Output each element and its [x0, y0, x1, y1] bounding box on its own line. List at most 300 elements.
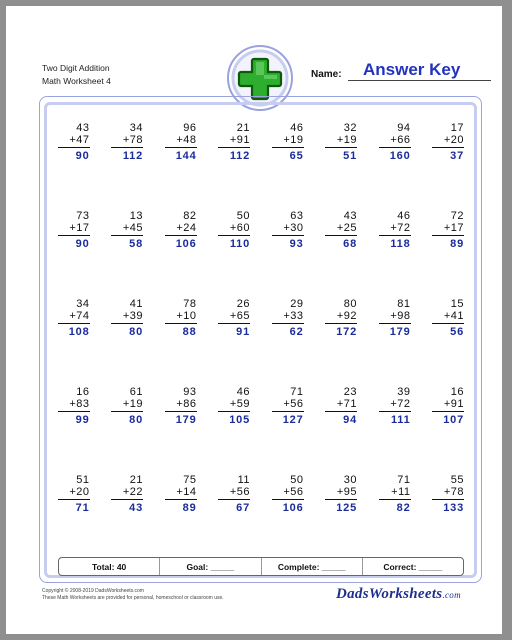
addend-bottom: 24 [183, 222, 197, 234]
answer-value: 112 [229, 150, 250, 162]
problem-stack [325, 386, 357, 426]
answer-key-label: Answer Key [363, 60, 461, 79]
plus-operator: + [69, 398, 77, 410]
addition-problem [260, 204, 314, 292]
addend-bottom: 33 [290, 310, 304, 322]
addend-bottom-row [58, 398, 90, 410]
addend-bottom: 91 [450, 398, 464, 410]
problem-stack [325, 474, 357, 514]
addend-top: 55 [450, 474, 464, 486]
addend-bottom: 72 [397, 222, 411, 234]
answer-value: 80 [129, 326, 143, 338]
addend-bottom: 20 [76, 486, 90, 498]
problem-stack [111, 386, 143, 426]
plus-operator: + [443, 222, 451, 234]
sum-line [432, 147, 464, 148]
sum-line [432, 499, 464, 500]
addend-top: 73 [76, 210, 90, 222]
addend-bottom-row [58, 310, 90, 322]
sum-line [58, 499, 90, 500]
addend-top: 11 [237, 474, 250, 486]
addend-bottom-row [379, 398, 411, 410]
addition-problem [367, 116, 421, 204]
answer-value: 160 [389, 150, 411, 162]
addend-bottom: 59 [236, 398, 250, 410]
addend-bottom-row [432, 134, 464, 146]
addition-problem [100, 380, 154, 468]
addend-bottom: 48 [183, 134, 197, 146]
plus-operator: + [336, 486, 344, 498]
problem-stack [111, 210, 143, 250]
addition-problem [421, 468, 475, 556]
answer-value: 94 [343, 414, 357, 426]
addition-problem [260, 468, 314, 556]
addition-problem [314, 204, 368, 292]
addend-bottom: 22 [129, 486, 143, 498]
plus-operator: + [176, 398, 184, 410]
addend-bottom: 98 [397, 310, 411, 322]
addition-problem [260, 380, 314, 468]
problem-stack [218, 210, 250, 250]
plus-operator: + [69, 134, 77, 146]
addend-top: 34 [76, 298, 90, 310]
answer-value: 144 [175, 150, 197, 162]
addition-problem [367, 380, 421, 468]
sum-line [165, 235, 197, 236]
addition-problem [367, 204, 421, 292]
plus-operator: + [443, 486, 451, 498]
addition-problem [260, 292, 314, 380]
answer-value: 107 [443, 414, 464, 426]
addend-bottom: 71 [343, 398, 357, 410]
addition-problem [207, 292, 261, 380]
problem-stack [111, 474, 143, 514]
answer-value: 65 [289, 150, 304, 162]
addend-top: 32 [343, 122, 357, 134]
sum-line [325, 499, 357, 500]
addend-bottom: 14 [183, 486, 197, 498]
addend-bottom-row [111, 398, 143, 410]
addend-bottom: 83 [76, 398, 90, 410]
plus-operator: + [122, 398, 130, 410]
sum-line [218, 323, 250, 324]
problem-stack [272, 298, 304, 338]
addend-top: 63 [290, 210, 304, 222]
plus-operator: + [229, 222, 237, 234]
title-line-1: Two Digit Addition [42, 63, 110, 73]
answer-value: 56 [450, 326, 464, 338]
addend-bottom: 92 [343, 310, 357, 322]
addition-problem [207, 204, 261, 292]
plus-operator: + [390, 134, 398, 146]
copyright-notice [42, 588, 224, 602]
sum-line [379, 499, 411, 500]
plus-operator: + [176, 486, 184, 498]
problem-stack [379, 122, 411, 162]
problem-stack [111, 122, 143, 162]
addition-problem [207, 380, 261, 468]
addend-bottom: 66 [397, 134, 411, 146]
sum-line [325, 411, 357, 412]
addend-bottom-row [272, 486, 304, 498]
sum-line [432, 411, 464, 412]
addend-bottom-row [218, 310, 250, 322]
addition-problem [367, 468, 421, 556]
addition-problem [46, 468, 100, 556]
addition-problem [153, 380, 207, 468]
addend-bottom-row [325, 134, 357, 146]
addend-bottom: 95 [343, 486, 357, 498]
plus-operator: + [283, 222, 291, 234]
sum-line [218, 147, 250, 148]
addend-top: 29 [290, 298, 304, 310]
addend-top: 75 [183, 474, 197, 486]
plus-operator: + [336, 134, 344, 146]
plus-operator: + [443, 398, 451, 410]
problem-stack [58, 122, 90, 162]
answer-value: 51 [343, 150, 357, 162]
addition-problem [314, 380, 368, 468]
addend-top: 17 [450, 122, 464, 134]
plus-operator: + [390, 310, 398, 322]
sum-line [165, 147, 197, 148]
addition-problem [46, 380, 100, 468]
problem-stack [379, 474, 411, 514]
plus-operator: + [390, 222, 398, 234]
addend-bottom-row [325, 486, 357, 498]
addition-problem [314, 116, 368, 204]
addition-problem [100, 204, 154, 292]
addend-top: 96 [183, 122, 197, 134]
answer-value: 80 [129, 414, 143, 426]
plus-operator: + [122, 222, 130, 234]
addend-top: 46 [290, 122, 304, 134]
sum-line [58, 323, 90, 324]
score-bar [58, 557, 464, 576]
addend-top: 41 [129, 298, 143, 310]
sum-line [272, 323, 304, 324]
addition-problem [46, 116, 100, 204]
answer-value: 71 [75, 502, 90, 514]
addend-bottom-row [58, 222, 90, 234]
addend-bottom-row [379, 222, 411, 234]
answer-value: 106 [175, 238, 197, 250]
addend-bottom: 78 [450, 486, 464, 498]
addend-top: 71 [290, 386, 304, 398]
problem-stack [272, 210, 304, 250]
addend-top: 93 [183, 386, 197, 398]
addend-top: 78 [183, 298, 197, 310]
addition-problem [46, 292, 100, 380]
sum-line [272, 147, 304, 148]
addend-bottom-row [272, 222, 304, 234]
sum-line [111, 147, 143, 148]
addend-bottom: 65 [236, 310, 250, 322]
name-row [311, 60, 491, 82]
addend-bottom: 30 [290, 222, 304, 234]
plus-operator: + [391, 486, 399, 498]
addend-top: 46 [397, 210, 411, 222]
addend-bottom-row [165, 134, 197, 146]
addend-top: 16 [450, 386, 464, 398]
answer-value: 58 [129, 238, 143, 250]
problem-stack [325, 210, 357, 250]
plus-operator: + [336, 222, 344, 234]
addend-bottom-row [165, 222, 197, 234]
sum-line [111, 411, 143, 412]
sum-line [379, 323, 411, 324]
answer-value: 62 [289, 326, 304, 338]
plus-operator: + [229, 486, 237, 498]
answer-value: 82 [396, 502, 411, 514]
sum-line [111, 499, 143, 500]
answer-value: 90 [75, 238, 90, 250]
answer-value: 37 [450, 150, 464, 162]
answer-value: 89 [450, 238, 464, 250]
answer-value: 105 [229, 414, 250, 426]
plus-operator: + [390, 398, 398, 410]
addition-problem [314, 468, 368, 556]
answer-value: 110 [229, 238, 250, 250]
addend-bottom: 56 [290, 486, 304, 498]
answer-value: 67 [236, 502, 250, 514]
sum-line [272, 411, 304, 412]
plus-operator: + [336, 310, 344, 322]
addend-bottom-row [325, 310, 357, 322]
addend-top: 21 [129, 474, 143, 486]
problem-stack [432, 298, 464, 338]
problem-stack [165, 474, 197, 514]
sum-line [325, 323, 357, 324]
addend-bottom-row [379, 134, 411, 146]
answer-value: 179 [389, 326, 411, 338]
answer-value: 43 [129, 502, 143, 514]
correct-field: Correct: _____ [362, 558, 463, 575]
addend-bottom: 86 [183, 398, 197, 410]
addend-bottom: 56 [290, 398, 304, 410]
addend-top: 80 [343, 298, 357, 310]
addend-bottom-row [111, 486, 143, 498]
problem-stack [218, 298, 250, 338]
sum-line [325, 235, 357, 236]
addend-top: 51 [76, 474, 90, 486]
problem-stack [165, 298, 197, 338]
plus-operator: + [69, 486, 77, 498]
addend-bottom: 41 [450, 310, 464, 322]
sum-line [379, 411, 411, 412]
addend-top: 15 [450, 298, 464, 310]
addend-bottom: 78 [129, 134, 143, 146]
addend-bottom: 19 [290, 134, 304, 146]
addend-top: 39 [397, 386, 411, 398]
total-count: Total: 40 [91, 561, 127, 572]
addend-top: 34 [129, 122, 143, 134]
addend-bottom: 20 [450, 134, 464, 146]
addend-top: 21 [236, 122, 250, 134]
answer-value: 127 [282, 414, 304, 426]
addend-bottom: 72 [397, 398, 411, 410]
addend-top: 30 [343, 474, 357, 486]
sum-line [272, 235, 304, 236]
addend-top: 94 [397, 122, 411, 134]
problem-stack [218, 122, 250, 162]
sum-line [432, 235, 464, 236]
addition-problem [100, 116, 154, 204]
addend-bottom-row [325, 222, 357, 234]
worksheet-title [42, 62, 111, 88]
addend-bottom: 45 [129, 222, 143, 234]
goal-field: Goal: _____ [159, 558, 260, 575]
addend-bottom-row [111, 310, 143, 322]
addend-bottom: 25 [343, 222, 357, 234]
addend-bottom: 19 [129, 398, 143, 410]
answer-value: 68 [343, 238, 357, 250]
addend-bottom-row [379, 310, 411, 322]
sum-line [165, 323, 197, 324]
problem-stack [432, 474, 464, 514]
addend-bottom-row [111, 222, 143, 234]
addend-bottom: 47 [76, 134, 90, 146]
addend-top: 82 [183, 210, 197, 222]
plus-operator: + [283, 310, 291, 322]
addend-bottom-row [218, 398, 250, 410]
plus-operator: + [176, 134, 184, 146]
problem-stack [379, 210, 411, 250]
answer-value: 99 [75, 414, 90, 426]
plus-operator: + [283, 134, 291, 146]
plus-operator: + [176, 222, 184, 234]
addition-problem [207, 468, 261, 556]
sum-line [432, 323, 464, 324]
sum-line [111, 235, 143, 236]
problem-stack [218, 474, 250, 514]
brand-logo [336, 586, 461, 603]
addend-bottom-row [272, 134, 304, 146]
sum-line [218, 499, 250, 500]
addition-problem [421, 380, 475, 468]
worksheet-page [6, 6, 502, 634]
problem-stack [58, 474, 90, 514]
problem-stack [325, 298, 357, 338]
addend-bottom: 11 [398, 486, 411, 498]
addend-bottom-row [218, 134, 250, 146]
problem-stack [58, 298, 90, 338]
answer-value: 90 [75, 150, 90, 162]
plus-operator: + [176, 310, 184, 322]
answer-value: 112 [122, 150, 143, 162]
addend-bottom-row [379, 486, 411, 498]
addition-problem [153, 292, 207, 380]
plus-operator: + [229, 398, 237, 410]
problem-stack [272, 122, 304, 162]
addend-bottom-row [272, 398, 304, 410]
addend-top: 16 [76, 386, 90, 398]
addition-problem [207, 116, 261, 204]
answer-value: 133 [443, 502, 464, 514]
addend-bottom-row [325, 398, 357, 410]
addend-bottom-row [165, 486, 197, 498]
problem-stack [379, 386, 411, 426]
name-label: Name: [311, 69, 342, 80]
addend-bottom: 17 [76, 222, 90, 234]
problem-stack [272, 386, 304, 426]
addend-bottom-row [272, 310, 304, 322]
addition-problem [421, 116, 475, 204]
addend-bottom-row [58, 134, 90, 146]
answer-value: 125 [336, 502, 357, 514]
plus-operator: + [443, 310, 451, 322]
addend-top: 43 [343, 210, 357, 222]
problem-stack [58, 386, 90, 426]
addend-bottom-row [58, 486, 90, 498]
addend-bottom-row [218, 486, 250, 498]
answer-value: 91 [236, 326, 250, 338]
plus-operator: + [443, 134, 451, 146]
brand-name: DadsWorksheets [336, 586, 443, 602]
problem-stack [165, 122, 197, 162]
addend-top: 43 [76, 122, 90, 134]
addend-bottom: 74 [76, 310, 90, 322]
addend-bottom-row [111, 134, 143, 146]
title-line-2: Math Worksheet 4 [42, 76, 111, 86]
complete-field: Complete: _____ [261, 558, 362, 575]
brand-suffix: .com [442, 590, 461, 600]
problem-stack [432, 210, 464, 250]
plus-operator: + [229, 310, 237, 322]
addition-problem [100, 292, 154, 380]
plus-operator: + [122, 310, 130, 322]
addend-top: 72 [450, 210, 464, 222]
addition-problem [421, 292, 475, 380]
addend-top: 81 [397, 298, 411, 310]
addition-problem [153, 204, 207, 292]
addend-bottom: 56 [236, 486, 250, 498]
addend-bottom-row [432, 486, 464, 498]
plus-operator: + [69, 310, 77, 322]
name-line [348, 80, 491, 81]
plus-operator: + [69, 222, 77, 234]
addition-problem [46, 204, 100, 292]
addend-bottom: 91 [236, 134, 250, 146]
sum-line [58, 411, 90, 412]
addend-bottom-row [432, 310, 464, 322]
addend-bottom-row [432, 398, 464, 410]
addend-bottom: 60 [236, 222, 250, 234]
sum-line [165, 499, 197, 500]
problem-grid [46, 116, 474, 556]
answer-value: 106 [282, 502, 304, 514]
problem-stack [58, 210, 90, 250]
plus-operator: + [122, 486, 130, 498]
sum-line [379, 147, 411, 148]
sum-line [111, 323, 143, 324]
sum-line [272, 499, 304, 500]
sum-line [58, 147, 90, 148]
problem-stack [165, 210, 197, 250]
addition-problem [421, 204, 475, 292]
problem-stack [272, 474, 304, 514]
sum-line [218, 411, 250, 412]
addition-problem [367, 292, 421, 380]
addend-top: 61 [129, 386, 143, 398]
answer-value: 172 [336, 326, 357, 338]
sum-line [58, 235, 90, 236]
answer-value: 108 [68, 326, 90, 338]
answer-value: 93 [289, 238, 304, 250]
problem-stack [379, 298, 411, 338]
addition-problem [153, 468, 207, 556]
answer-value: 88 [182, 326, 197, 338]
